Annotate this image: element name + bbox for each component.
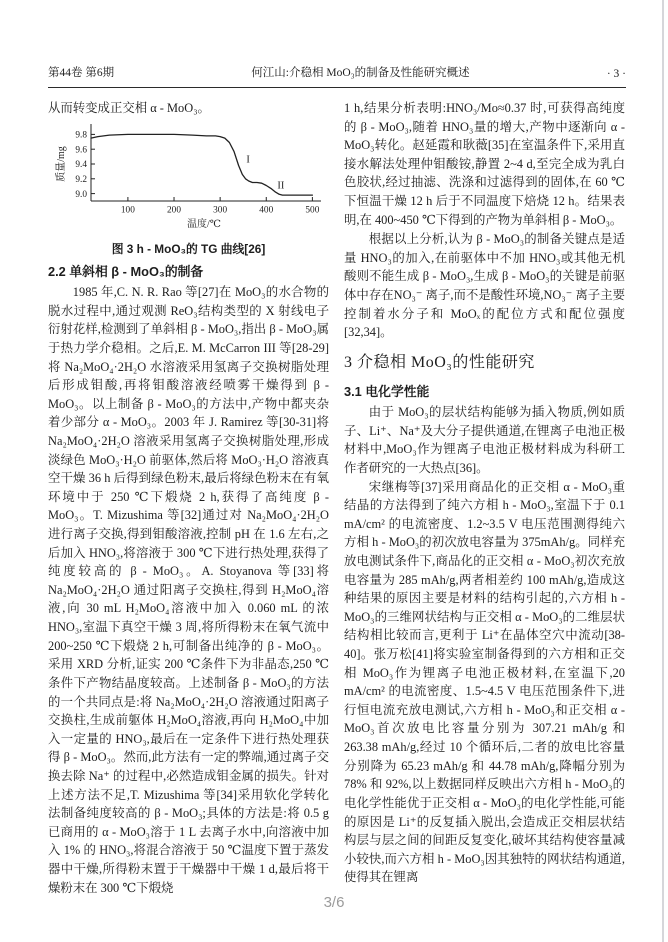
continuation-paragraph: 从而转变成正交相 α - MoO₃。 bbox=[48, 101, 210, 115]
svg-text:9.6: 9.6 bbox=[74, 145, 87, 156]
summary-paragraph: 根据以上分析,认为 β - MoO₃的制备关键点是适量 HNO₃的加入,在前驱体中不加 HNO₃或其他无机酸则不能生成 β - MoO₃,生成 β - MoO₃的关键是前驱体中存在NO₃⁻ 离子,而不是酸性环境,NO₃⁻ 离子主要控制着水分子和 MoOₓ的配位方式和配位强度[32,34]。 bbox=[344, 232, 625, 340]
svg-text:9.8: 9.8 bbox=[74, 130, 87, 141]
right-column bbox=[344, 99, 625, 897]
svg-text:II: II bbox=[276, 180, 284, 192]
two-column-body bbox=[48, 99, 626, 897]
left-column bbox=[48, 99, 329, 897]
svg-text:500: 500 bbox=[304, 205, 319, 216]
viewer-page-indicator: 3/6 bbox=[323, 894, 345, 911]
section-3-1-paragraph-1: 由于 MoO₃的层状结构能够为插入物质,例如质子、Li⁺、Na⁺及大分子提供通道,在锂离子电池正极材料中,MoO₃作为锂离子电池正极材料成为科研工作者研究的一大热点[36]。 bbox=[344, 405, 625, 475]
journal-issue: 第44卷 第6期 bbox=[48, 67, 115, 79]
section-2-2-paragraph: 1985 年,C. N. R. Rao 等[27]在 MoO₃的水合物的脱水过程中,通过观测 ReO₃结构类型的 X 射线电子衍射花样,检测到了单斜相 β - MoO₃,指出 β - MoO₃属于热力学介稳相。之后,E. M. McCarron III 等[28-29]将 Na₂MoO₄·2H₂O 水溶液采用氢离子交换树脂处理后形成钼酸,再将钼酸溶液经喷雾干燥得到 β - MoO₃。以上制备 β - MoO₃的方法中,产物中都夹杂着少部分 α - MoO₃。2003 年 J. Ramirez 等[30-31]将 Na₂MoO₄·2H₂O 溶液采用氢离子交换树脂处理,形成淡绿色 MoO₃·H₂O 前驱体,然后将 MoO₃·H₂O 溶液真空干燥 36 h 后得到绿色粉末,最后将绿色粉末在有氧环境中于 250 ℃下煅烧 2 h,获得了高纯度 β - MoO₃。T. Mizushima 等[32]通过对 Na₂MoO₄·2H₂O 进行离子交换,得到钼酸溶液,控制 pH 在 1.6 左右,之后加入 HNO₃,将溶液于 300 ℃下进行热处理,获得了纯度较高的 β - MoO₃。A. Stoyanova 等[33]将 Na₂MoO₄·2H₂O 通过阳离子交换柱,得到 H₂MoO₄溶液,向 30 mL H₂MoO₄溶液中加入 0.060 mL 的浓 HNO₃,室温下真空干燥 3 周,将所得粉末在氧气流中 200~250 ℃下煅烧 2 h,可制备出纯净的 β - MoO₃。采用 XRD 分析,证实 200 ℃条件下为非晶态,250 ℃条件下产物结晶度较高。上述制备 β - MoO₃的方法的一个共同点是:将 Na₂MoO₄·2H₂O 溶液通过阳离子交换柱,生成前躯体 H₂MoO₄溶液,再向 H₂MoO₄中加入一定量的 HNO₃,最后在一定条件下进行热处理获得 β - MoO₃。然而,此方法有一定的弊端,通过离子交换去除 Na⁺ 的过程中,必然造成钼金属的损失。针对上述方法不足,T. Mizushima 等[34]采用软化学转化法制备纯度较高的 β - MoO₃;具体的方法是:将 0.5 g 已商用的 α - MoO₃溶于 1 L 去离子水中,向溶液中加入 1% 的 HNO₃,将混合溶液于 50 ℃温度下置于蒸发器中干燥,所得粉末置于干燥器中干燥 1 d,最后将干燥粉末在 300 ℃下煅烧 bbox=[48, 285, 329, 895]
svg-text:100: 100 bbox=[120, 205, 135, 216]
figure-caption: 图 3 h - MoO₃的 TG 曲线[26] bbox=[111, 242, 266, 257]
svg-text:300: 300 bbox=[212, 205, 227, 216]
page-edge-divider bbox=[662, 0, 664, 942]
figure-3 bbox=[48, 121, 329, 259]
svg-text:200: 200 bbox=[166, 205, 181, 216]
page-header bbox=[48, 64, 626, 88]
header-page-number: · 3 · bbox=[606, 68, 626, 80]
svg-text:9.4: 9.4 bbox=[74, 159, 87, 170]
svg-text:温度/℃: 温度/℃ bbox=[186, 218, 221, 230]
page-content bbox=[48, 64, 626, 897]
tg-chart-wrap bbox=[53, 121, 325, 239]
section-3-1-paragraph-2: 宋继梅等[37]采用商品化的正交相 α - MoO₃重结晶的方法得到了纯六方相 h - MoO₃,室温下于 0.1 mA/cm² 的电流密度、1.2~3.5 V 电压范围测得纯六方相 h - MoO₃的初次放电容量为 375mAh/g。同样充放电测试条件下,商品化的正交相 α - MoO₃初次充放电容量为 285 mAh/g,两者相差约 100 mAh/g,造成这种结果的原因主要是材料的结构引起的,六方相 h - MoO₃的三维网状结构与正交相 α - MoO₃的二维层状结构相比较而言,更利于 Li⁺在晶体空穴中流动[38-40]。张万松[41]将实验室制备得到的六方相和正交相 MoO₃作为锂离子电池正极材料,在室温下,20 mA/cm² 的电流密度、1.5~4.5 V 电压范围条件下,进行恒电流充放电测试,六方相 h - MoO₃和正交相 α - MoO₃首次放电比容量分别为 307.21 mAh/g 和 263.38 mAh/g,经过 10 个循环后,二者的放电比容量分别降为 65.23 mAh/g 和 44.78 mAh/g,降幅分别为 78% 和 92%,以上数据同样反映出六方相 h - MoO₃的电化学性能优于正交相 α - MoO₃的电化学性能,可能的原因是 Li⁺的反复插入脱出,会造成正交相层状结构层与层之间的间距反复变化,破坏其结构使容量减小较快,而六方相 h - MoO₃因其独特的网状结构通道,使得其在锂离 bbox=[344, 479, 625, 885]
svg-text:400: 400 bbox=[258, 205, 273, 216]
right-continuation-paragraph: 1 h,结果分析表明:HNO₃/Mo≈0.37 时,可获得高纯度的 β - MoO₃,随着 HNO₃量的增大,产物中逐渐向 α - MoO₃转化。赵延霞和耿薇[35]在室温条件下,采用直接水解法处理仲钼酸铵,静置 2~4 d,至完全成为乳白色胶状,经过抽滤、洗涤和过滤得到的固体,在 60 ℃下恒温干燥 12 h 后于不同温度下焙烧 12 h。结果表明,在 400~450 ℃下得到的产物为单斜相 β - MoO₃。 bbox=[344, 101, 625, 227]
svg-text:9.0: 9.0 bbox=[74, 189, 87, 200]
svg-text:质量/mg: 质量/mg bbox=[55, 145, 67, 182]
section-3-1-heading: 3.1 电化学性能 bbox=[344, 383, 430, 399]
svg-text:I: I bbox=[245, 154, 250, 166]
section-3-heading: 3 介稳相 MoO₃的性能研究 bbox=[344, 353, 535, 371]
section-2-2-heading: 2.2 单斜相 β - MoO₃的制备 bbox=[48, 263, 204, 279]
running-title: 何江山:介稳相 MoO₃的制备及性能研究概述 bbox=[251, 67, 470, 79]
tg-chart bbox=[53, 121, 325, 233]
svg-text:9.2: 9.2 bbox=[74, 174, 87, 185]
